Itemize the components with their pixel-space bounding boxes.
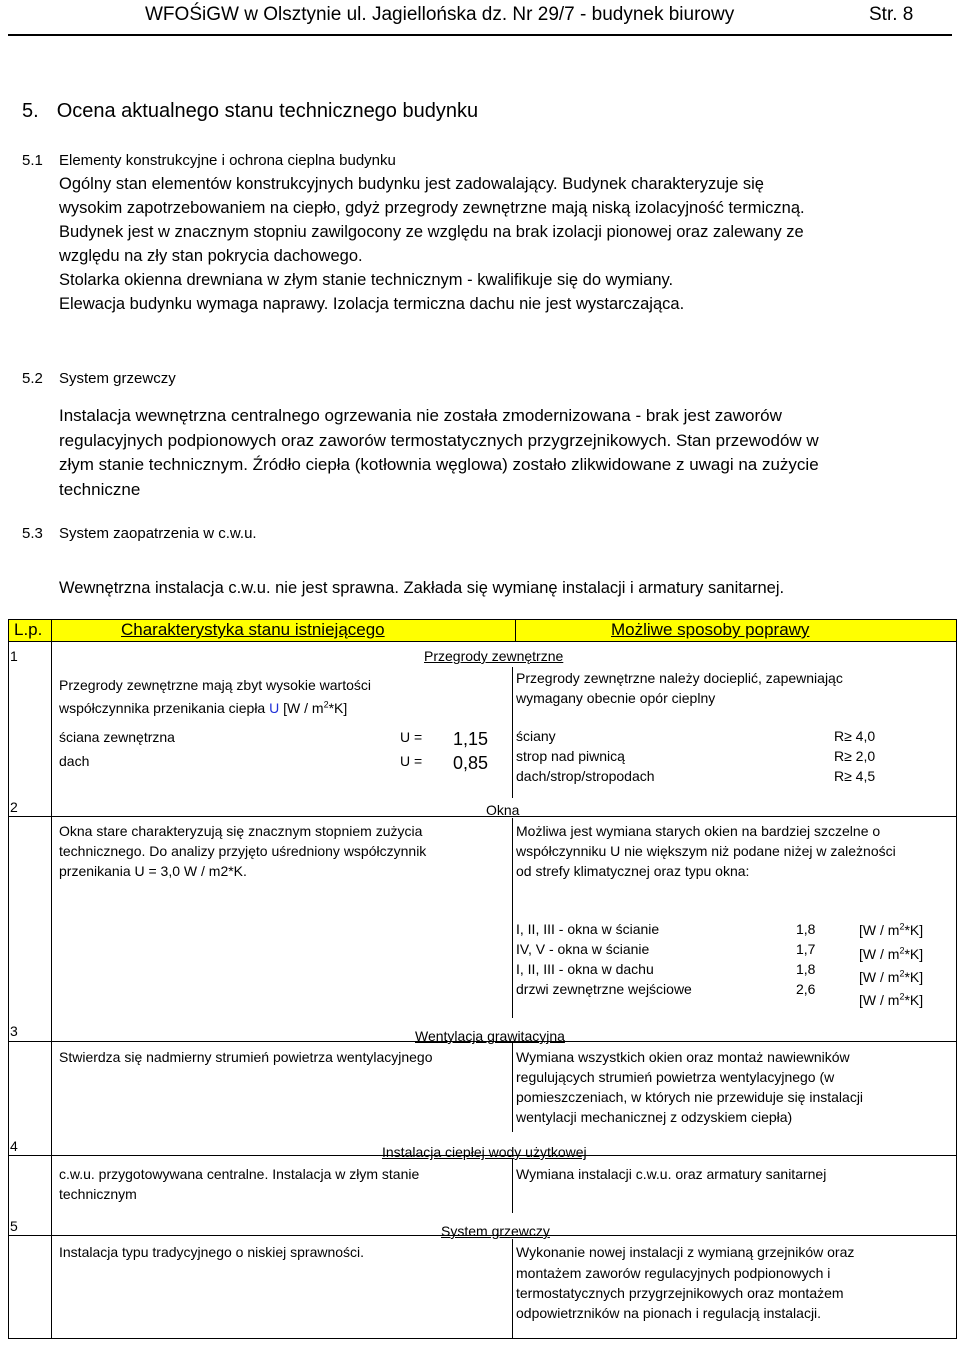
row2-title: Okna [486,802,520,818]
row5-num-cell [9,1236,52,1339]
s52-line: Instalacja wewnętrzna centralnego ogrzewania nie została zmodernizowana - brak jest zaworów [59,406,782,425]
s52-title: System grzewczy [59,370,176,387]
s53-line: Wewnętrzna instalacja c.w.u. nie jest sprawna. Zakłada się wymianę instalacji i armatury sanitarnej. [59,579,785,597]
row3-divider [512,1043,513,1132]
section-heading [22,100,478,123]
window-unit [859,920,923,940]
s51-paragraph [59,172,805,316]
s53-number: 5.3 [22,525,43,542]
s51-title: Elementy konstrukcyjne i ochrona cieplna budynku [59,152,396,169]
s51-line: Budynek jest w znacznym stopniu zawilgocony ze względu na brak izolacji pionowej oraz zalewany ze [59,223,804,241]
row4-left-line: c.w.u. przygotowywana centralne. Instalacja w złym stanie [59,1166,420,1182]
s52-line: techniczne [59,479,141,499]
s52-line: złym stanie technicznym. Źródło ciepła (kotłownia węglowa) zostało zlikwidowane z uwagi na zużycie [59,455,819,474]
unit-part-a: [W / m [859,992,900,1008]
s52-paragraph [59,404,819,502]
wall-u-value: 1,15 [453,729,489,749]
row2-number: 2 [10,799,18,815]
row1-left-line1: Przegrody zewnętrzne mają zbyt wysokie wartości [59,677,372,693]
roof-u-value: 0,85 [453,753,489,773]
window-type: I, II, III - okna w dachu [516,961,654,977]
row4-left-line: technicznym [59,1186,137,1202]
window-type: drzwi zewnętrzne wejściowe [516,981,692,997]
row4-divider [512,1158,513,1213]
s51-line: Stolarka okienna drewniana w złym stanie technicznym - kwalifikuje się do wymiany. [59,271,674,289]
unit-part-a: [W / m [859,946,900,962]
window-unit [859,990,923,1010]
row1-num-cell [9,642,52,817]
row5-right-line: montażem zaworów regulacyjnych podpionowych i [516,1265,831,1281]
unit-part-a: [W / m [283,700,324,716]
row1-right-line1: Przegrody zewnętrzne należy docieplić, zapewniając [516,670,843,686]
row3-right-line: regulujących strumień powietrza wentylacyjnego (w [516,1069,835,1085]
unit-exponent: 2 [899,968,905,979]
window-u: 1,8 [796,921,816,937]
row2-right-line: od strefy klimatycznej oraz typu okna: [516,863,750,879]
s51-line: Ogólny stan elementów konstrukcyjnych budynku jest zadowalający. Budynek charakteryzuje się [59,175,764,193]
unit-part-b: *K] [328,700,348,716]
header-title: WFOŚiGW w Olsztynie ul. Jagiellońska dz. Nr 29/7 - budynek biurowy [145,4,735,25]
req-value: R≥ 4,0 [834,728,876,744]
row1-title: Przegrody zewnętrzne [424,648,564,664]
row2-left-line: technicznego. Do analizy przyjęto uśredniony współczynnik [59,843,427,859]
row3-title: Wentylacja grawitacyjna [415,1028,565,1044]
row2-left-line: przenikania U = 3,0 W / m2*K. [59,863,247,879]
row4-number: 4 [10,1138,18,1154]
s52-line: regulacyjnych podpionowych oraz zaworów termostatycznych przygrzejnikowych. Stan przewodów w [59,430,819,450]
roof-u-eq: U = [400,753,423,769]
u-symbol: U [269,700,280,716]
row5-title: System grzewczy [441,1223,550,1239]
window-type: I, II, III - okna w ścianie [516,921,660,937]
window-u: 1,8 [796,961,816,977]
row5-right-line: termostatycznych przygrzejnikowych oraz montażem [516,1285,844,1301]
roof-label: dach [59,753,90,769]
unit-exponent: 2 [323,699,329,710]
row2-right-line: Możliwa jest wymiana starych okien na bardziej szczelne o [516,823,881,839]
req-value: R≥ 4,5 [834,768,876,784]
unit-part-b: *K] [904,946,924,962]
row2-left-line: Okna stare charakteryzują się znacznym stopniem zużycia [59,823,423,839]
row2-right-line: współczynniku U nie większym niż podane niżej w zależności [516,843,896,859]
row5-right-line: odpowietrzników na pionach i regulacją instalacji. [516,1305,822,1321]
row1-left-text: współczynnika przenikania ciepła [59,700,266,716]
s51-line: względu na zły stan pokrycia dachowego. [59,247,363,265]
header-rule [8,34,952,36]
page-number: Str. 8 [869,4,914,25]
window-type: IV, V - okna w ścianie [516,941,650,957]
unit-exponent: 2 [899,921,905,932]
col-state-label: Charakterystyka stanu istniejącego [121,620,385,639]
wall-u-eq: U = [400,729,423,745]
row1-right-line2: wymagany obecnie opór cieplny [516,690,716,706]
row5-number: 5 [10,1218,18,1234]
req-value: R≥ 2,0 [834,748,876,764]
row3-right-line: Wymiana wszystkich okien oraz montaż nawiewników [516,1049,850,1065]
row5-right-line: Wykonanie nowej instalacji z wymianą grzejników oraz [516,1244,855,1260]
row3-number: 3 [10,1023,18,1039]
window-u: 1,7 [796,941,816,957]
s51-line: wysokim zapotrzebowaniem na ciepło, gdyż przegrody zewnętrzne mają niską izolacyjność termiczną. [59,199,805,217]
row3-left: Stwierdza się nadmierny strumień powietrza wentylacyjnego [59,1049,433,1065]
s51-number: 5.1 [22,152,43,169]
section-title: Ocena aktualnego stanu technicznego budynku [56,100,479,122]
unit-part-b: *K] [904,922,924,938]
row5-left: Instalacja typu tradycyjnego o niskiej sprawności. [59,1244,365,1260]
s53-title: System zaopatrzenia w c.w.u. [59,525,257,542]
row3-right-line: wentylacji mechanicznej z odzyskiem ciepła) [516,1109,793,1125]
row4-title: Instalacja ciepłej wody użytkowej [382,1144,587,1160]
unit-part-b: *K] [904,969,924,985]
col-improve-label: Możliwe sposoby poprawy [611,620,810,639]
row5-divider [512,1239,513,1338]
row3-right-line: pomieszczeniach, w których nie przewiduje się instalacji [516,1089,864,1105]
req-label: strop nad piwnicą [516,748,625,764]
unit-part-b: *K] [904,992,924,1008]
col-lp-label: L.p. [14,620,43,639]
req-label: dach/strop/stropodach [516,768,655,784]
row1-number: 1 [10,648,18,664]
unit-part-a: [W / m [859,969,900,985]
row2-num-cell [9,817,52,1042]
row1-divider [512,667,513,798]
window-unit [859,967,923,987]
row4-right: Wymiana instalacji c.w.u. oraz armatury sanitarnej [516,1166,827,1182]
section-number: 5. [22,100,39,122]
unit-exponent: 2 [899,991,905,1002]
req-label: ściany [516,728,556,744]
s51-line: Elewacja budynku wymaga naprawy. Izolacja termiczna dachu nie jest wystarczająca. [59,295,685,313]
s52-number: 5.2 [22,370,43,387]
row1-left-line2 [59,698,347,718]
unit-exponent: 2 [899,945,905,956]
window-u: 2,6 [796,981,816,997]
window-unit [859,944,923,964]
wall-label: ściana zewnętrzna [59,729,175,745]
unit-part-a: [W / m [859,922,900,938]
row2-divider [512,818,513,1018]
